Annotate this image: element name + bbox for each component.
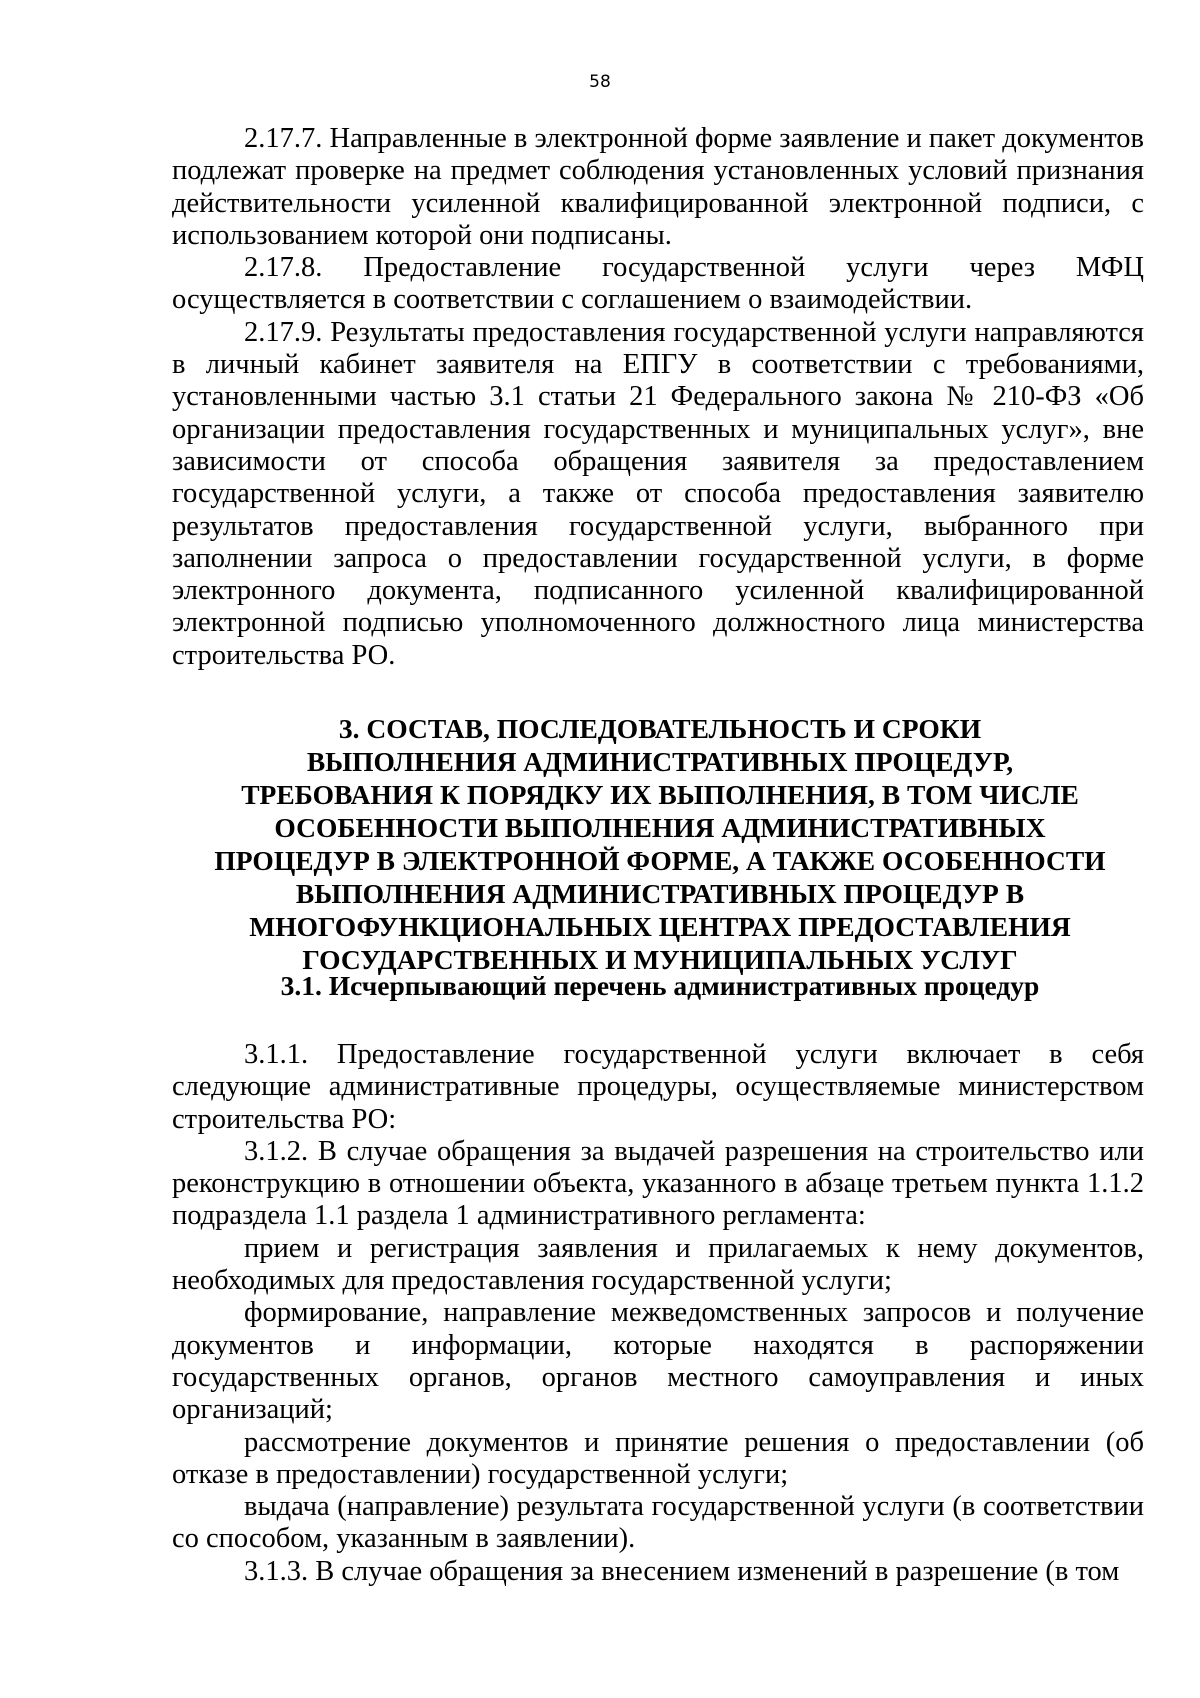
section-heading-line: ГОСУДАРСТВЕННЫХ И МУНИЦИПАЛЬНЫХ УСЛУГ [302,944,1018,975]
section-heading-line: ВЫПОЛНЕНИЯ АДМИНИСТРАТИВНЫХ ПРОЦЕДУР В [295,878,1025,909]
procedure-item: рассмотрение документов и принятие решения о предоставлении (об отказе в предоставлении) государственной услуги; [172,1426,1144,1490]
page-number: 58 [589,72,611,92]
body-text-bottom [172,1039,1144,1588]
subsection-heading: 3.1. Исчерпывающий перечень административных процедур [280,970,1040,1001]
procedure-item: формирование, направление межведомственных запросов и получение документов и информации, которые находятся в распоряжении государственных органов, органов местного самоуправления и иных организаций; [172,1297,1144,1426]
procedure-item: прием и регистрация заявления и прилагаемых к нему документов, необходимых для предоставления государственной услуги; [172,1232,1144,1297]
paragraph-2-17-9: 2.17.9. Результаты предоставления государственной услуги направляются в личный кабинет заявителя на ЕПГУ в соответствии с требованиями, установленными частью 3.1 статьи 21 Федерального закона № 210-ФЗ «Об организации предоставления государственных и муниципальных услуг», вне зависимости от способа обращения заявителя за предоставлением государственной услуги, а также от способа предоставления заявителю результатов предоставления государственной услуги, выбранного при заполнении запроса о предоставлении государственной услуги, в форме электронного документа, подписанного усиленной квалифицированной электронной подписью уполномоченного должностного лица министерства строительства РО. [172,316,1144,671]
body-text-top [172,123,1144,672]
section-heading-line: ОСОБЕННОСТИ ВЫПОЛНЕНИЯ АДМИНИСТРАТИВНЫХ [274,812,1046,843]
paragraph-2-17-8: 2.17.8. Предоставление государственной услуги через МФЦ осуществляется в соответствии с соглашением о взаимодействии. [172,252,1144,316]
section-heading [150,712,1170,976]
section-heading-line: 3. СОСТАВ, ПОСЛЕДОВАТЕЛЬНОСТЬ И СРОКИ [338,713,982,744]
paragraph-3-1-1: 3.1.1. Предоставление государственной услуги включает в себя следующие административные процедуры, осуществляемые министерством строительства РО: [172,1039,1144,1135]
section-heading-line: ВЫПОЛНЕНИЯ АДМИНИСТРАТИВНЫХ ПРОЦЕДУР, [306,746,1014,777]
procedure-item: выдача (направление) результата государственной услуги (в соответствии со способом, указанным в заявлении). [172,1491,1144,1555]
section-heading-line: ТРЕБОВАНИЯ К ПОРЯДКУ ИХ ВЫПОЛНЕНИЯ, В ТОМ ЧИСЛЕ [241,779,1079,810]
paragraph-3-1-2: 3.1.2. В случае обращения за выдачей разрешения на строительство или реконструкцию в отношении объекта, указанного в абзаце третьем пункта 1.1.2 подраздела 1.1 раздела 1 административного регламента: [172,1135,1144,1232]
section-heading-line: МНОГОФУНКЦИОНАЛЬНЫХ ЦЕНТРАХ ПРЕДОСТАВЛЕНИЯ [249,911,1071,942]
section-heading-line: ПРОЦЕДУР В ЭЛЕКТРОННОЙ ФОРМЕ, А ТАКЖЕ ОСОБЕННОСТИ [214,845,1106,876]
paragraph-3-1-3: 3.1.3. В случае обращения за внесением изменений в разрешение (в том [244,1555,1120,1587]
paragraph-2-17-7: 2.17.7. Направленные в электронной форме заявление и пакет документов подлежат проверке на предмет соблюдения установленных условий признания действительности усиленной квалифицированной электронной подписи, с использованием которой они подписаны. [172,123,1144,251]
